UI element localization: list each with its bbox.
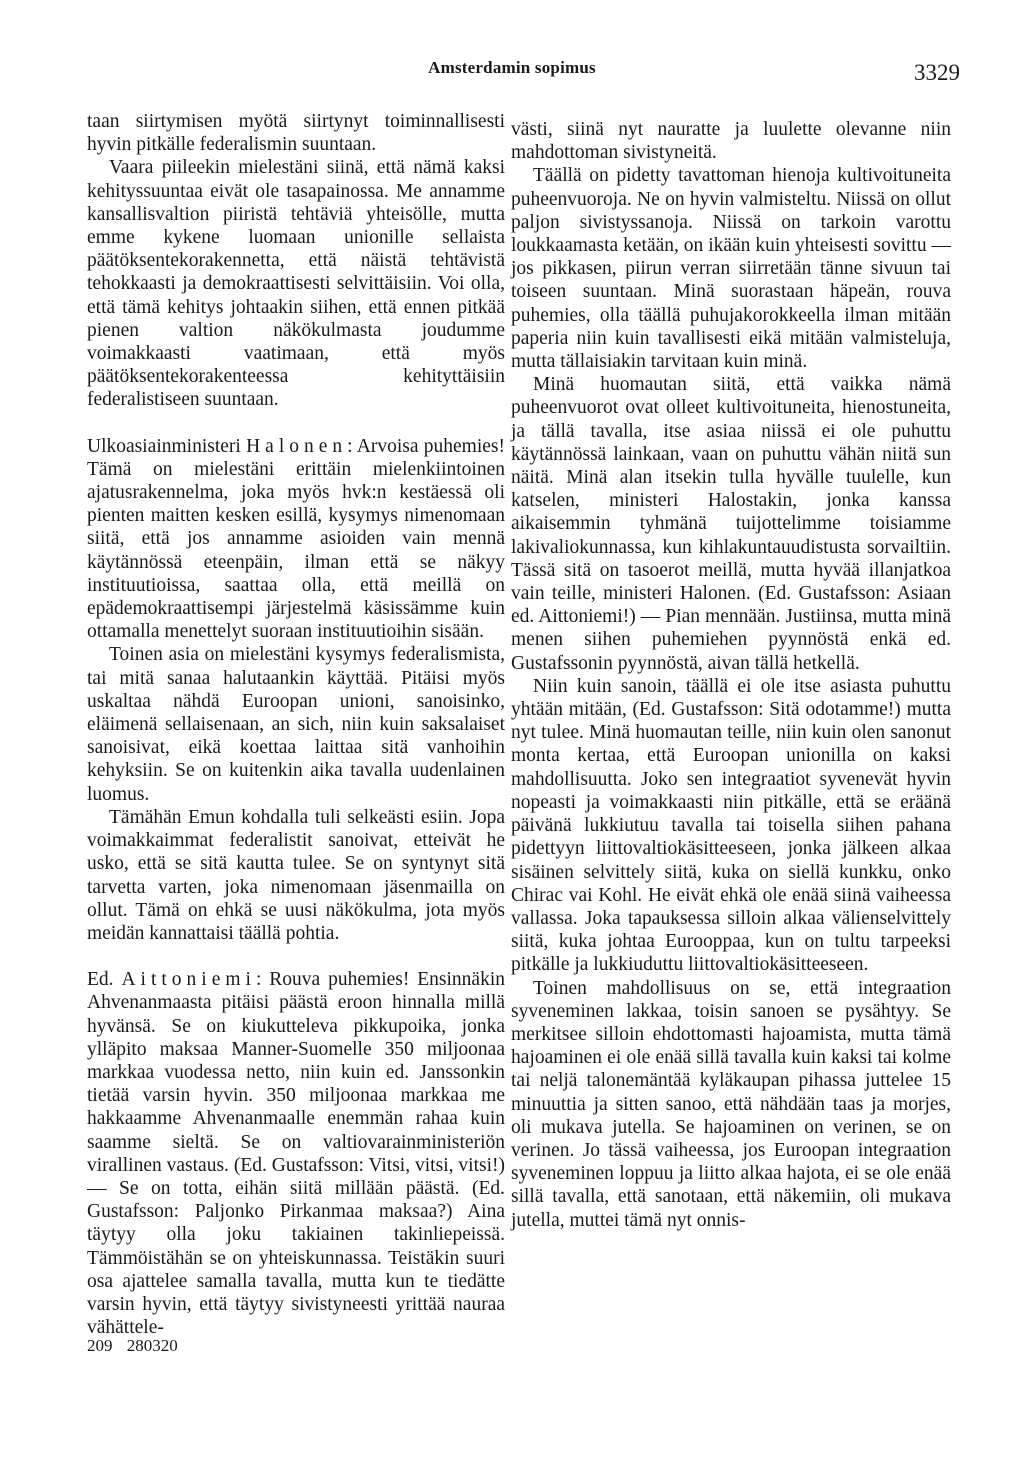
speech-halonen	[87, 435, 505, 644]
paragraph: västi, siinä nyt nauratte ja luulette olevanne niin mahdottoman sivistyneitä.	[511, 119, 951, 164]
page-number: 3329	[914, 60, 960, 85]
paragraph: Vaara piileekin mielestäni siinä, että nämä kaksi kehityssuuntaa eivät ole tasapainossa. Me annamme kansallisvaltion piiristä tehtäviä yhteisölle, mutta emme kykene luomaan unionille sellaista päätöksentekorakennetta, että näistä tehtävistä tehokkaasti ja demokraattisesti selvittäisiin. Voi olla, että tämä kehitys johtaakin siihen, että ennen pitkää pienen valtion näkökulmasta joudumme voimakkaasti vaatimaan, että myös päätöksentekorakenteessa kehityttäisiin federalistiseen suuntaan.	[87, 157, 505, 411]
paragraph: Minä huomautan siitä, että vaikka nämä puheenvuorot ovat olleet kultivoituneita, hienostuneita, ja tällä tavalla, itse asiaa niissä ei ole puhuttu käytännössä lainkaan, vaan on puhuttu vähän niitä sun näitä. Minä alan itsekin tulla hyvälle tuulelle, kun katselen, ministeri Halostakin, jonka kanssa aikaisemmin tyhmänä tuijottelimme toisiamme lakivaliokunnassa, kun kihlakuntauudistusta sorvailtiin. Tässä sitä on tasoerot meillä, mutta hyvää illanjatkoa vain teille, ministeri Halonen. (Ed. Gustafsson: Asiaan ed. Aittoniemi!) — Pian mennään. Justiinsa, mutta minä menen siihen puhemiehen pyynnöstä enkä ed. Gustafssonin pyynnöstä, aivan tällä hetkellä.	[511, 374, 951, 674]
speaker-role: Ed.	[87, 969, 114, 991]
left-column	[87, 110, 505, 1339]
speaker-name: Halonen	[246, 435, 348, 457]
paragraph: Tämähän Emun kohdalla tuli selkeästi esiin. Jopa voimakkaimmat federalistit sanoivat, etteivät he usko, että se sitä kautta tulee. Se on syntynyt sitä tarvetta varten, joka nimenomaan jäsenmailla on ollut. Tämä on ehkä se uusi näkökulma, jota myös meidän kannattaisi täällä pohtia.	[87, 806, 505, 944]
speaker-role: Ulkoasiainministeri	[87, 435, 241, 457]
running-header-title: Amsterdamin sopimus	[428, 58, 596, 77]
speaker-name: Aittoniemi	[121, 969, 256, 991]
speech-text: : Arvoisa puhemies! Tämä on mielestäni erittäin mielenkiintoinen ajatusrakennelma, joka myös hvk:n kestäessä oli pienten maitten kesken esillä, kysymys nimenomaan siitä, että jos annamme asioiden vain mennä käytännössä eteenpäin, ilman että se näkyy instituutioissa, saattaa olla, että meillä on epädemokraattisempi järjestelmä käsissämme kuin ottamalla menettelyt suoraan instituutioihin sisään.	[87, 435, 506, 643]
right-column	[511, 118, 951, 1232]
paragraph: taan siirtymisen myötä siirtynyt toiminnallisesti hyvin pitkälle federalismin suuntaan.	[87, 111, 505, 156]
paragraph: Toinen asia on mielestäni kysymys federalismista, tai mitä sanaa halutaankin käyttää. Pitäisi myös uskaltaa nähdä Euroopan unioni, sanoisinko, eläimenä sellaisenaan, an sich, niin kuin saksalaiset sanoisivat, eikä koettaa laittaa sitä vanhoihin kehyksiin. Se on kuitenkin aika tavalla uudenlainen luomus.	[87, 644, 505, 805]
paragraph: Niin kuin sanoin, täällä ei ole itse asiasta puhuttu yhtään mitään, (Ed. Gustafsson: Sitä odotamme!) mutta nyt tulee. Minä huomautan teille, niin kuin olen sanonut monta kertaa, että Euroopan unionilla on kaksi mahdollisuutta. Joko sen integraatiot syvenevät hyvin nopeasti ja voimakkaasti niin pitkälle, että se eräänä päivänä lukkiutuu tavalla tai toisella siihen pahana pidettyyn liittovaltiokäsitteeseen, jonka jälkeen alkaa sisäinen selvittely siitä, kuka on siellä kunkku, onko Chirac vai Kohl. He eivät ehkä ole enää siinä vaiheessa vallassa. Joka tapauksessa silloin alkaa välienselvittely siitä, kuka johtaa Eurooppaa, kun on tultu tarpeeksi pitkälle ja lukkiuduttu liittovaltiokäsitteeseen.	[511, 675, 951, 976]
paragraph: Toinen mahdollisuus on se, että integraation syveneminen lakkaa, toisin sanoen se pysähtyy. Se merkitsee silloin ehdottomasti hajoamista, mutta tämä hajoaminen ei ole enää sillä tavalla kuin kaksi tai kolme tai neljä talonemäntää kyläkaupan pihassa juttelee 15 minuuttia ja sitten sanoo, että nähdään taas ja morjes, oli mukava jutella. Se hajoaminen on verinen, se on verinen. Jo tässä vaiheessa, jos Euroopan integraation syveneminen loppuu ja liitto alkaa hajota, ei se ole enää sillä tavalla, että sanotaan, että näkemiin, oli mukava jutella, muttei tämä nyt onnis-	[511, 977, 951, 1231]
paragraph: Täällä on pidetty tavattoman hienoja kultivoituneita puheenvuoroja. Ne on hyvin valmisteltu. Niissä on ollut paljon sivistyssanoja. Niissä on tarkoin varottu loukkaamasta ketään, on ikään kuin yhteisesti sovittu — jos pikkasen, piirun verran siirretään tänne sivuun tai toiseen suuntaan. Minä suorastaan häpeän, rouva puhemies, olla täällä puhujakorokkeella ilman mitään paperia niin kuin tavallisesti eikä mitään valmisteluja, mutta tällaisiakin tarvitaan kuin minä.	[511, 165, 951, 373]
speech-aittoniemi	[87, 968, 505, 1339]
speech-text: : Rouva puhemies! Ensinnäkin Ahvenanmaasta pitäisi päästä eroon hinnalla millä hyvänsä. Se on kiukutteleva pikkupoika, jonka ylläpito maksaa Manner-Suomelle 350 miljoonaa markkaa vuodessa netto, niin kuin ed. Janssonkin tietää varsin hyvin. 350 miljoonaa markkaa me hakkaamme Ahvenanmaalle enemmän rahaa kuin saamme sieltä. Se on valtiovarainministeriön virallinen vastaus. (Ed. Gustafsson: Vitsi, vitsi, vitsi!) — Se on totta, eihän siitä millään päästä. (Ed. Gustafsson: Paljonko Pirkanmaa maksaa?) Aina täytyy olla joku takiainen takinliepeissä. Tämmöistähän se on yhteiskunnassa. Teistäkin suuri osa ajattelee samalla tavalla, mutta kun te tiedätte varsin hyvin, että täytyy sivistyneesti yrittää nauraa vähättele-	[87, 969, 505, 1339]
print-code: 209 280320	[87, 1336, 178, 1355]
